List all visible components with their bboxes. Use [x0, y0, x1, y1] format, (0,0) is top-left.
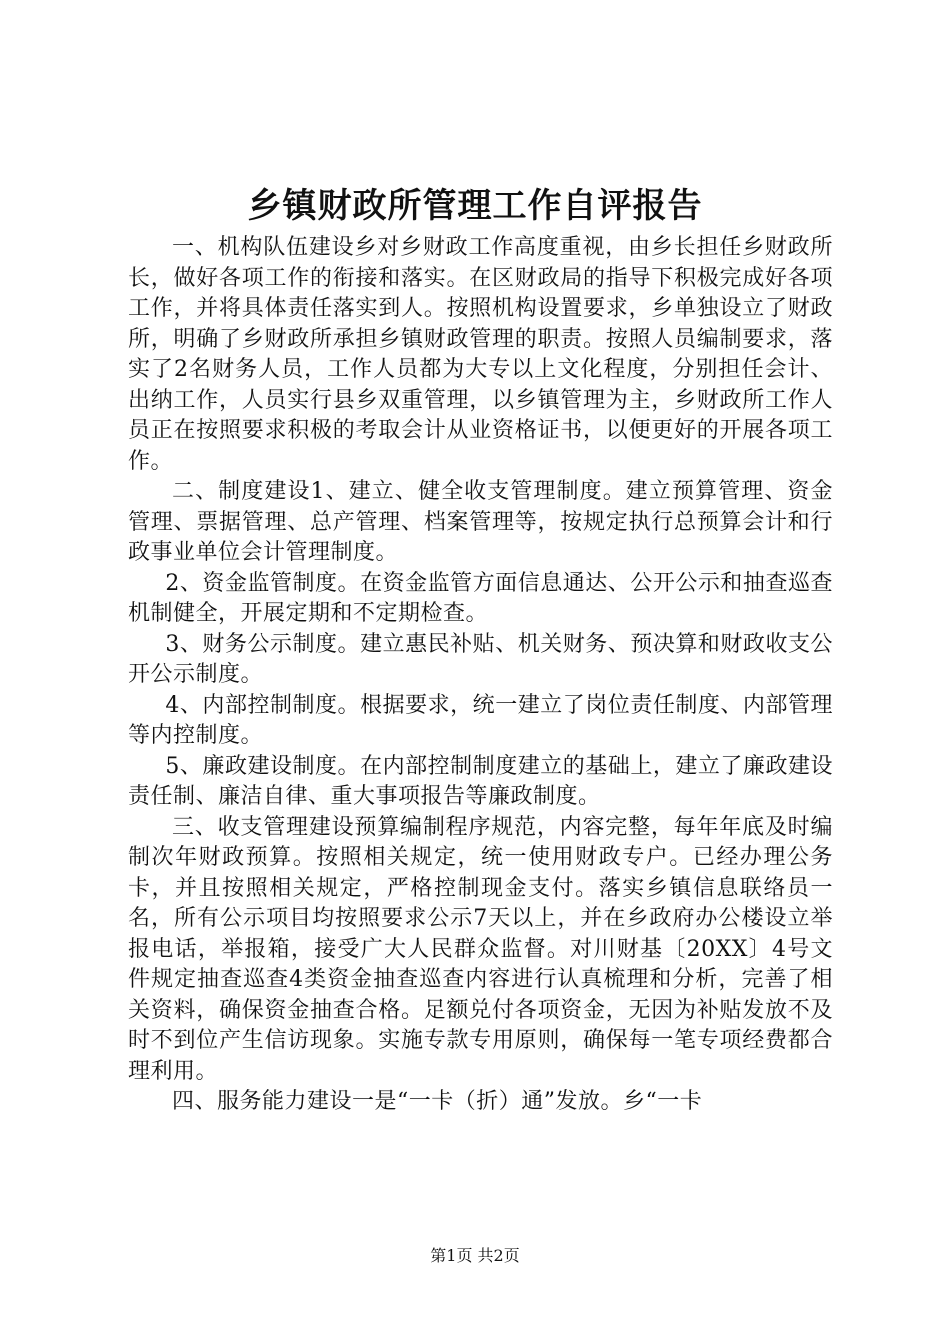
document-title: 乡镇财政所管理工作自评报告 [247, 186, 703, 226]
paragraph-financial-disclosure: 3、财务公示制度。建立惠民补贴、机关财务、预决算和财政收支公开公示制度。 [128, 631, 833, 687]
page-footer: 第1页 共2页 [430, 1246, 520, 1265]
paragraph-integrity: 5、廉政建设制度。在内部控制制度建立的基础上，建立了廉政建设责任制、廉洁自律、重大事项报告等廉政制度。 [128, 753, 833, 809]
paragraph-internal-control: 4、内部控制制度。根据要求，统一建立了岗位责任制度、内部管理等内控制度。 [128, 692, 833, 748]
paragraph-system-building: 二、制度建设1、建立、健全收支管理制度。建立预算管理、资金管理、票据管理、总产管理、档案管理等，按规定执行总预算会计和行政事业单位会计管理制度。 [128, 479, 833, 565]
paragraph-revenue-expenditure: 三、收支管理建设预算编制程序规范，内容完整，每年年底及时编制次年财政预算。按照相关规定，统一使用财政专户。已经办理公务卡，并且按照相关规定，严格控制现金支付。落实乡镇信息联络员一名，所有公示项目均按照要求公示7天以上，并在乡政府办公楼设立举报电话，举报箱，接受广大人民群众监督。对川财基〔20XX〕4号文件规定抽查巡查4类资金抽查巡查内容进行认真梳理和分析，完善了相关资料，确保资金抽查合格。足额兑付各项资金，无因为补贴发放不及时不到位产生信访现象。实施专款专用原则，确保每一笔专项经费都合理利用。 [128, 814, 833, 1084]
paragraph-fund-supervision: 2、资金监管制度。在资金监管方面信息通达、公开公示和抽查巡查机制健全，开展定期和不定期检查。 [128, 570, 833, 626]
paragraph-service-capacity: 四、服务能力建设一是“一卡（折）通”发放。乡“一卡 [172, 1089, 703, 1114]
paragraph-organization: 一、机构队伍建设乡对乡财政工作高度重视，由乡长担任乡财政所长，做好各项工作的衔接和落实。在区财政局的指导下积极完成好各项工作，并将具体责任落实到人。按照机构设置要求，乡单独设立了财政所，明确了乡财政所承担乡镇财政管理的职责。按照人员编制要求，落实了2名财务人员，工作人员都为大专以上文化程度，分别担任会计、出纳工作，人员实行县乡双重管理，以乡镇管理为主，乡财政所工作人员正在按照要求积极的考取会计从业资格证书，以便更好的开展各项工作。 [128, 235, 833, 474]
document-body [128, 233, 833, 1118]
